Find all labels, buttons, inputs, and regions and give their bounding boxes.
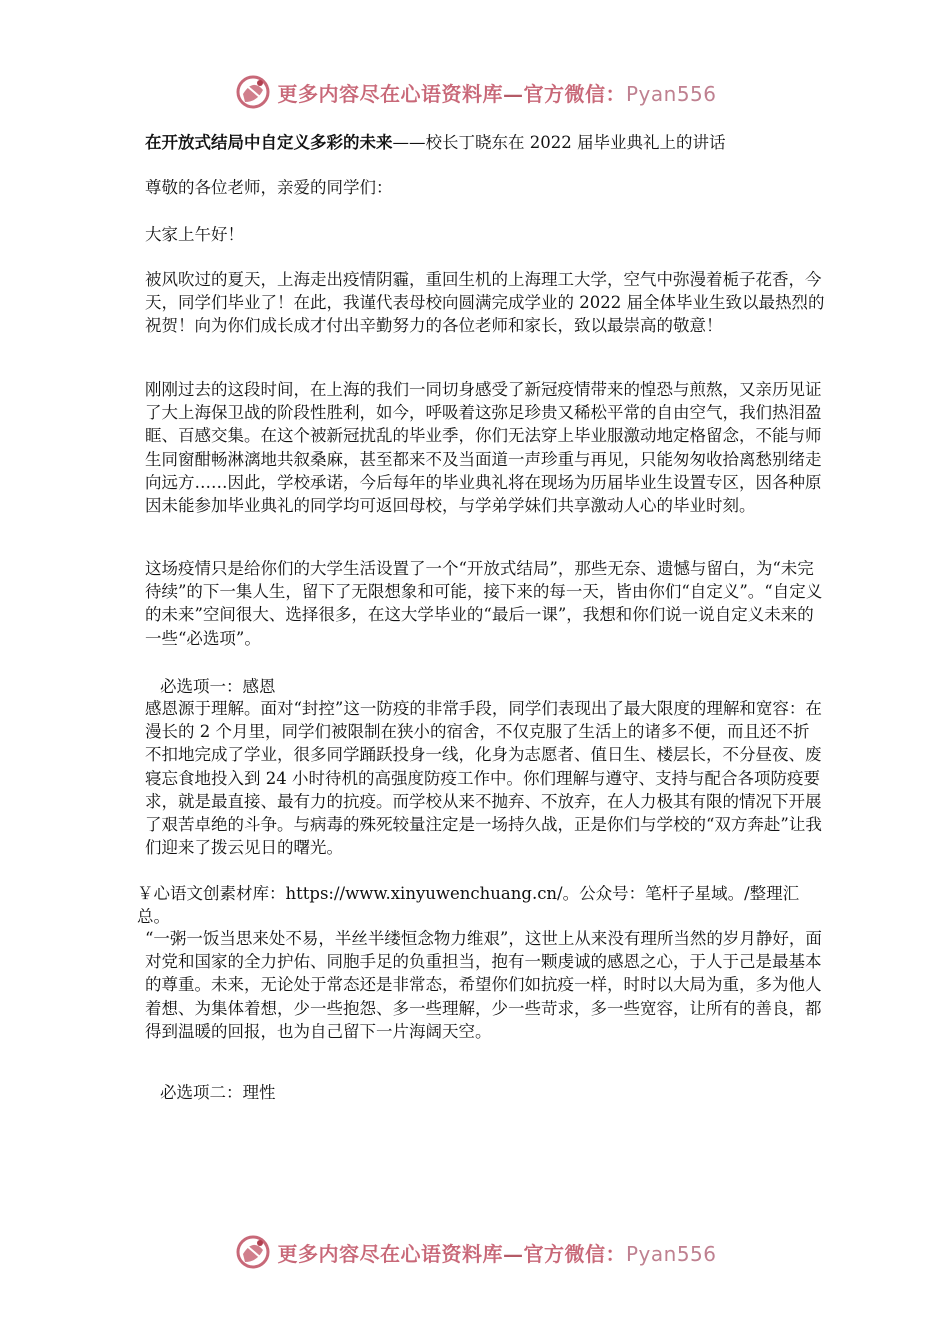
banner-title: 更多内容尽在心语资料库 — [277, 1241, 503, 1266]
banner-wechat-label: 官方微信： — [523, 1241, 626, 1266]
source-note: ￥心语文创素材库：https://www.xinyuwenchuang.cn/。公众号：笔杆子星域。/整理汇总。 — [137, 884, 800, 927]
section-heading: 必选项二：理性 — [160, 1083, 276, 1102]
banner-dash: — — [502, 1241, 524, 1266]
banner-wechat-handle: Pyan556 — [625, 81, 717, 106]
logo-icon — [233, 1232, 273, 1272]
document-title — [145, 131, 825, 154]
footer-banner — [0, 1232, 950, 1272]
paragraph: 感恩源于理解。面对“封控”这一防疫的非常手段，同学们表现出了最大限度的理解和宽容：在漫长的 2 个月里，同学们被限制在狭小的宿舍，不仅克服了生活上的诸多不便，而且还不折不扣地完成了学业，很多同学踊跃投身一线，化身为志愿者、值日生、楼层长，不分昼夜、废寝忘食地投入到 24 小时待机的高强度防疫工作中。你们理解与遵守、支持与配合各项防疫要求，就是最直接、最有力的抗疫。而学校从来不抛弃、不放弃，在人力极其有限的情况下开展了艰苦卓绝的斗争。与病毒的殊死较量注定是一场持久战，正是你们与学校的“双方奔赴”让我们迎来了拨云见日的曙光。 — [145, 699, 822, 858]
title-main: 在开放式结局中自定义多彩的未来 — [145, 133, 393, 152]
paragraph: “一粥一饭当思来处不易，半丝半缕恒念物力维艰”，这世上从来没有理所当然的岁月静好，面对党和国家的全力护佑、同胞手足的负重担当，抱有一颗虔诚的感恩之心，于人于己是最基本的尊重。未来，无论处于常态还是非常态，希望你们如抗疫一样，时时以大局为重，多为他人着想、为集体着想，少一些抱怨、多一些理解，少一些苛求，多一些宽容，让所有的善良，都得到温暖的回报，也为自己留下一片海阔天空。 — [145, 929, 822, 1041]
banner-wechat-label: 官方微信： — [523, 81, 626, 106]
greeting-morning: 大家上午好！ — [145, 225, 244, 244]
banner-wechat-handle: Pyan556 — [625, 1241, 717, 1266]
title-subtitle: ——校长丁晓东在 2022 届毕业典礼上的讲话 — [392, 133, 726, 152]
paragraph: 被风吹过的夏天，上海走出疫情阴霾，重回生机的上海理工大学，空气中弥漫着栀子花香，今天，同学们毕业了！在此，我谨代表母校向圆满完成学业的 2022 届全体毕业生致以最热烈的祝贺！向为你们成长成才付出辛勤努力的各位老师和家长，致以最崇高的敬意！ — [145, 270, 825, 336]
greeting-salutation: 尊敬的各位老师，亲爱的同学们： — [145, 178, 393, 197]
section-heading: 必选项一：感恩 — [160, 677, 276, 696]
banner-dash: — — [502, 81, 524, 106]
paragraph: 刚刚过去的这段时间，在上海的我们一同切身感受了新冠疫情带来的惶恐与煎熬，又亲历见证了大上海保卫战的阶段性胜利，如今，呼吸着这弥足珍贵又稀松平常的自由空气，我们热泪盈眶、百感交集。在这个被新冠扰乱的毕业季，你们无法穿上毕业服激动地定格留念，不能与师生同窗酣畅淋漓地共叙桑麻，甚至都来不及当面道一声珍重与再见，只能匆匆收拾离愁别绪走向远方……因此，学校承诺，今后每年的毕业典礼将在现场为历届毕业生设置专区，因各种原因未能参加毕业典礼的同学均可返回母校，与学弟学妹们共享激动人心的毕业时刻。 — [145, 380, 822, 516]
paragraph: 这场疫情只是给你们的大学生活设置了一个“开放式结局”，那些无奈、遗憾与留白，为“未完待续”的下一集人生，留下了无限想象和可能，接下来的每一天，皆由你们“自定义”。“自定义的未来”空间很大、选择很多，在这大学毕业的“最后一课”，我想和你们说一说自定义未来的一些“必选项”。 — [145, 559, 823, 648]
banner-title: 更多内容尽在心语资料库 — [277, 81, 503, 106]
